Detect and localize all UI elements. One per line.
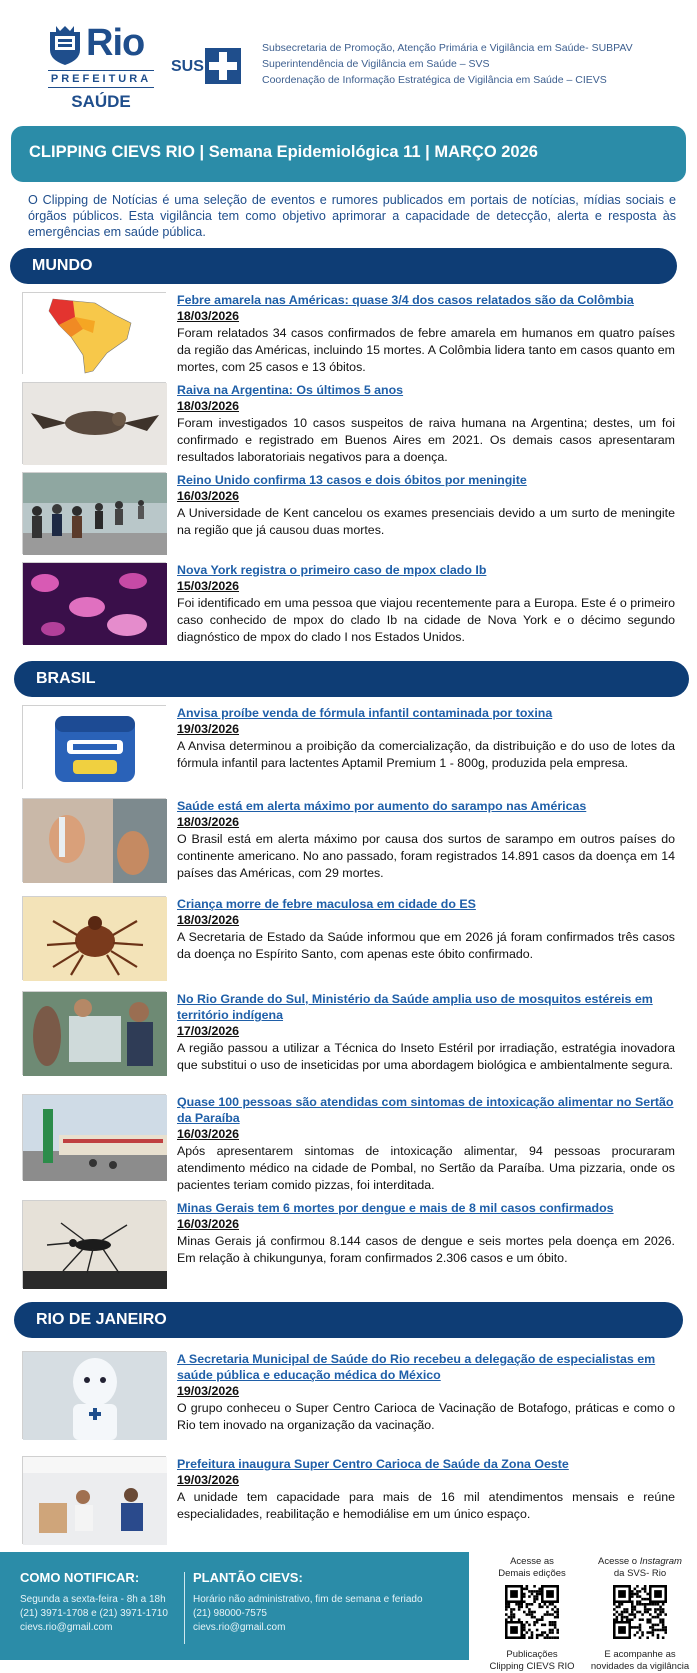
article-title-link[interactable]: A Secretaria Municipal de Saúde do Rio recebeu a delegação de especialistas em saúde pública e educação médica do México	[177, 1352, 656, 1382]
organization-lines	[262, 40, 682, 88]
article-date: 19/03/2026	[177, 1473, 240, 1487]
article-thumbnail	[22, 705, 166, 789]
org-line: Coordenação de Informação Estratégica de Vigilância em Saúde – CIEVS	[262, 74, 607, 86]
article-date: 18/03/2026	[177, 309, 240, 323]
bat-photo-image	[23, 383, 167, 465]
aedes-mosquito-photo-image	[23, 1201, 167, 1289]
article-body: Foram relatados 34 casos confirmados de febre amarela em humanos em quatro países da região das Américas, incluindo 15 mortes. A Colômbia lidera tanto em casos quanto em mortes, com 25 casos e 13 óbitos.	[177, 326, 675, 374]
logo-rio-word: Rio	[86, 22, 145, 64]
virus-microscopy-image	[23, 563, 167, 645]
tick-insect-photo-image	[23, 897, 167, 981]
ze-gotinha-mascot-photo-image	[23, 1352, 167, 1440]
article-title-link[interactable]: Prefeitura inaugura Super Centro Carioca de Saúde da Zona Oeste	[177, 1457, 569, 1471]
article-title-link[interactable]: Quase 100 pessoas são atendidas com sintomas de intoxicação alimentar no Sertão da Paraíba	[177, 1095, 674, 1125]
notify-title: COMO NOTIFICAR:	[20, 1570, 140, 1585]
section-header-mundo	[10, 248, 677, 284]
article-title-link[interactable]: Anvisa proíbe venda de fórmula infantil contaminada por toxina	[177, 706, 553, 720]
clipping-title-bar	[11, 126, 686, 182]
article-date: 19/03/2026	[177, 1384, 240, 1398]
article-body: A Universidade de Kent cancelou os exames presenciais devido a um surto de meningite na região que já causou duas mortes.	[177, 506, 675, 537]
article-date: 18/03/2026	[177, 815, 240, 829]
plantao-phone: (21) 98000-7575	[193, 1608, 267, 1619]
article-title-link[interactable]: Raiva na Argentina: Os últimos 5 anos	[177, 383, 404, 397]
article-thumbnail	[22, 382, 166, 464]
qr-caption-bottom: Publicações	[506, 1649, 558, 1660]
article-thumbnail	[22, 991, 166, 1075]
section-label: BRASIL	[36, 670, 96, 687]
article-date: 16/03/2026	[177, 1127, 240, 1141]
footer-divider	[184, 1572, 185, 1644]
qr-caption-top: Demais edições	[498, 1568, 566, 1579]
article-thumbnail	[22, 292, 166, 374]
article-body: A Secretaria de Estado da Saúde informou que em 2026 já foram confirmados três casos da doença no Espírito Santo, com apenas este óbito confirmado.	[177, 930, 675, 961]
intro-paragraph: O Clipping de Notícias é uma seleção de eventos e rumores publicados em portais de notícias, mídias sociais e órgãos públicos. Esta vigilância tem como objetivo aprimorar a capacidade de detecção, alerta e resposta às emergências em saúde pública.	[28, 193, 676, 239]
notify-hours: Segunda a sexta-feira - 8h a 18h	[20, 1594, 166, 1605]
article-body: A região passou a utilizar a Técnica do Inseto Estéril por irradiação, estratégia inovadora que substitui o uso de inseticidas por uma abordagem biológica e ambientalmente segura.	[177, 1041, 675, 1072]
section-header-brasil	[14, 661, 689, 697]
sus-cross-icon	[205, 48, 241, 84]
plantao-block	[193, 1570, 423, 1635]
article-thumbnail	[22, 472, 166, 554]
article-title-link[interactable]: Reino Unido confirma 13 casos e dois óbitos por meningite	[177, 473, 527, 487]
article-date: 19/03/2026	[177, 722, 240, 736]
qr-caption-bottom: novidades da vigilância	[590, 1661, 690, 1672]
article-body: Foram investigados 10 casos suspeitos de raiva humana na Argentina; destes, um foi confirmado e registrado em Buenos Aires em 2021. Os demais casos apresentaram resultados laboratoriais negativos para a doença.	[177, 416, 675, 464]
health-center-interior-photo-image	[23, 1457, 167, 1545]
qr-editions-block	[478, 1556, 586, 1673]
aptamil-formula-can-image	[23, 706, 167, 790]
article-thumbnail	[22, 1351, 166, 1439]
article-body: Foi identificado em uma pessoa que viajou recentemente para a Europa. Este é o primeiro caso conhecido de mpox do clado Ib na cidade de Nova York e o décimo segundo diagnóstico de mpox do clado I nos Estados Unidos.	[177, 596, 675, 644]
americas-map-image	[23, 293, 167, 375]
article-body: O grupo conheceu o Super Centro Carioca de Vacinação de Botafogo, práticas e como o Rio tem inovado na organização da vacinação.	[177, 1401, 675, 1432]
rio-city-seal-icon	[46, 26, 84, 66]
section-header-rio-de-janeiro	[14, 1302, 683, 1338]
article-date: 17/03/2026	[177, 1024, 240, 1038]
prefeitura-rio-saude-logo	[44, 22, 154, 114]
article-date: 15/03/2026	[177, 579, 240, 593]
article-body: Após apresentarem sintomas de intoxicação alimentar, 94 pessoas procuraram atendimento médico na cidade de Pombal, no Sertão da Paraíba. Uma pizzaria, onde os pacientes teriam comido pizzas, foi interditada.	[177, 1144, 675, 1192]
article-title-link[interactable]: Nova York registra o primeiro caso de mpox clado Ib	[177, 563, 487, 577]
how-to-notify-block	[20, 1570, 168, 1635]
qr-caption-top: da SVS- Rio	[613, 1568, 667, 1579]
qr-caption-bottom: E acompanhe as	[604, 1649, 676, 1660]
org-line: Superintendência de Vigilância em Saúde – SVS	[262, 58, 490, 70]
article-thumbnail	[22, 798, 166, 882]
article-thumbnail	[22, 1456, 166, 1544]
article-title-link[interactable]: Minas Gerais tem 6 mortes por dengue e mais de 8 mil casos confirmados	[177, 1201, 614, 1215]
sus-logo	[171, 46, 241, 86]
logo-prefeitura-word: PREFEITURA	[48, 70, 154, 88]
article-title-link[interactable]: Febre amarela nas Américas: quase 3/4 dos casos relatados são da Colômbia	[177, 293, 634, 307]
plantao-email-link[interactable]: cievs.rio@gmail.com	[193, 1622, 286, 1633]
header	[0, 0, 697, 120]
mosquito-release-photo-image	[23, 992, 167, 1076]
section-label: RIO DE JANEIRO	[36, 1311, 167, 1328]
section-label: MUNDO	[32, 257, 93, 274]
article-date: 16/03/2026	[177, 1217, 240, 1231]
article-title-link[interactable]: Saúde está em alerta máximo por aumento do sarampo nas Américas	[177, 799, 587, 813]
hospital-exterior-photo-image	[23, 1095, 167, 1181]
crowd-queue-photo-image	[23, 473, 167, 555]
qr-instagram-block	[586, 1556, 694, 1673]
logo-saude-word: SAÚDE	[71, 92, 131, 111]
footer-contact-panel	[0, 1552, 469, 1660]
article-date: 16/03/2026	[177, 489, 240, 503]
notify-email-link[interactable]: cievs.rio@gmail.com	[20, 1622, 113, 1633]
plantao-hours: Horário não administrativo, fim de semana e feriado	[193, 1594, 423, 1605]
article-thumbnail	[22, 896, 166, 980]
article-body: A Anvisa determinou a proibição da comercialização, da distribuição e do uso de lotes da fórmula infantil para lactentes Aptamil Premium 1 - 800g, produzida pela empresa.	[177, 739, 675, 770]
article-title-link[interactable]: No Rio Grande do Sul, Ministério da Saúde amplia uso de mosquitos estéreis em território indígena	[177, 992, 653, 1022]
page-title: CLIPPING CIEVS RIO | Semana Epidemiológica 11 | MARÇO 2026	[29, 143, 538, 161]
vaccine-syringe-photo-image	[23, 799, 167, 883]
article-body: Minas Gerais já confirmou 8.144 casos de dengue e seis mortes pela doença em 2026. Em relação à chikungunya, foram confirmados 2.306 casos e um óbito.	[177, 1234, 675, 1265]
article-thumbnail	[22, 562, 166, 644]
article-date: 18/03/2026	[177, 913, 240, 927]
qr-code-instagram-icon[interactable]	[613, 1585, 667, 1639]
article-date: 18/03/2026	[177, 399, 240, 413]
qr-caption-top: Acesse as	[510, 1556, 554, 1567]
qr-code-editions-icon[interactable]	[505, 1585, 559, 1639]
plantao-title: PLANTÃO CIEVS:	[193, 1570, 303, 1585]
article-body: O Brasil está em alerta máximo por causa dos surtos de sarampo em outros países do continente americano. No ano passado, foram registrados 14.891 casos da doença em 14 países das Américas, com 29 mortes.	[177, 832, 675, 880]
article-title-link[interactable]: Criança morre de febre maculosa em cidade do ES	[177, 897, 476, 911]
article-thumbnail	[22, 1200, 166, 1288]
notify-phones: (21) 3971-1708 e (21) 3971-1710	[20, 1608, 168, 1619]
qr-caption-top: Acesse o Instagram	[598, 1556, 682, 1567]
logo-sus-word: SUS	[171, 58, 204, 75]
org-line: Subsecretaria de Promoção, Atenção Primária e Vigilância em Saúde- SUBPAV	[262, 42, 633, 54]
article-body: A unidade tem capacidade para mais de 16 mil atendimentos mensais e reúne especialidades, reabilitação e hemodiálise em um único espaço.	[177, 1490, 675, 1521]
article-thumbnail	[22, 1094, 166, 1180]
qr-caption-bottom: Clipping CIEVS RIO	[489, 1661, 575, 1672]
